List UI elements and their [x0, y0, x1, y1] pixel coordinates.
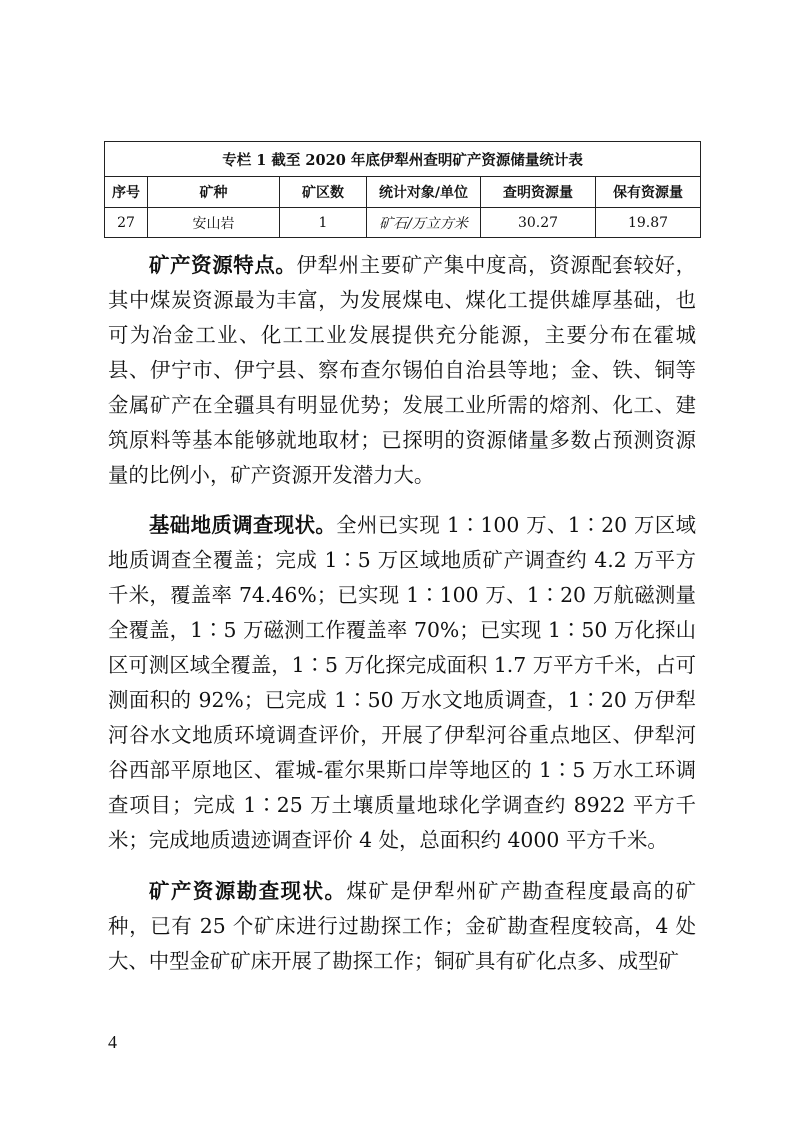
table-title: 专栏 1 截至 2020 年底伊犁州查明矿产资源储量统计表: [105, 142, 701, 177]
paragraph-text: 全州已实现 1∶100 万、1∶20 万区域地质调查全覆盖；完成 1∶5 万区域地质矿产调查约 4.2 万平方千米，覆盖率 74.46%；已实现 1∶100 万、1∶20 万航磁测量全覆盖，1∶5 万磁测工作覆盖率 70%；已实现 1∶50 万化探山区可测区域全覆盖，1∶5 万化探完成面积 1.7 万平方千米，占可测面积的 92%；已完成 1∶50 万水文地质调查，1∶20 万伊犁河谷水文地质环境调查评价，开展了伊犁河谷重点地区、伊犁河谷西部平原地区、霍城-霍尔果斯口岸等地区的 1∶5 万水工环调查项目；完成 1∶25 万土壤质量地球化学调查约 8922 平方千米；完成地质遗迹调查评价 4 处，总面积约 4000 平方千米。: [108, 513, 696, 852]
paragraph-mineral-features: [108, 248, 696, 493]
paragraph-exploration-status: [108, 874, 696, 979]
paragraph-geological-survey: [108, 508, 696, 858]
paragraph-heading: 矿产资源特点。: [149, 253, 297, 277]
resource-statistics-table: [104, 141, 701, 238]
header-retained-resources: 保有资源量: [596, 177, 701, 208]
cell-serial: 27: [105, 208, 148, 238]
table-row: [105, 208, 701, 238]
cell-mineral: 安山岩: [148, 208, 280, 238]
cell-unit: 矿石/万立方米: [367, 208, 481, 238]
header-mining-area-count: 矿区数: [280, 177, 367, 208]
header-mineral: 矿种: [148, 177, 280, 208]
page-number: 4: [108, 1032, 117, 1052]
header-unit: 统计对象/单位: [367, 177, 481, 208]
paragraph-heading: 基础地质调查现状。: [149, 513, 337, 537]
header-identified-resources: 查明资源量: [481, 177, 596, 208]
cell-identified-resources: 30.27: [481, 208, 596, 238]
cell-mining-area-count: 1: [280, 208, 367, 238]
paragraph-text: 伊犁州主要矿产集中度高，资源配套较好，其中煤炭资源最为丰富，为发展煤电、煤化工提供雄厚基础，也可为冶金工业、化工工业发展提供充分能源，主要分布在霍城县、伊宁市、伊宁县、察布查尔锡伯自治县等地；金、铁、铜等金属矿产在全疆具有明显优势；发展工业所需的熔剂、化工、建筑原料等基本能够就地取材；已探明的资源储量多数占预测资源量的比例小，矿产资源开发潜力大。: [108, 253, 697, 487]
table-header-row: [105, 177, 701, 208]
paragraph-heading: 矿产资源勘查现状。: [149, 879, 347, 903]
paragraph-text: 煤矿是伊犁州矿产勘查程度最高的矿种，已有 25 个矿床进行过勘探工作；金矿勘查程度较高，4 处大、中型金矿矿床开展了勘探工作；铜矿具有矿化点多、成型矿: [108, 879, 697, 973]
table-title-row: [105, 142, 701, 177]
header-serial: 序号: [105, 177, 148, 208]
cell-retained-resources: 19.87: [596, 208, 701, 238]
